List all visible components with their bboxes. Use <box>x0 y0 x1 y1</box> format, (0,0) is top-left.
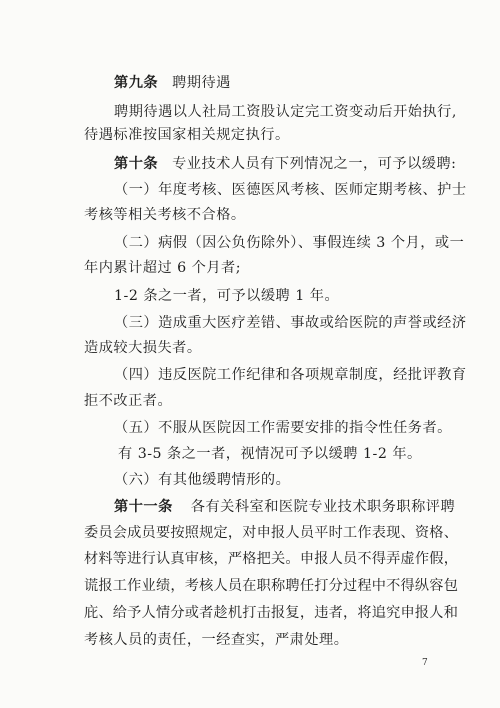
article-10-line-11: 有 3-5 条之一者，视情况可予以缓聘 1-2 年。 <box>118 446 422 462</box>
article-10-line-6: （三）造成重大医疗差错、事故或给医院的声誉或经济 <box>114 315 467 331</box>
article-11-heading: 第十一条 <box>114 499 173 515</box>
article-9-heading: 第九条 <box>114 75 159 91</box>
article-9-title: 聘期待遇 <box>172 75 231 91</box>
article-10-header <box>114 154 456 174</box>
article-10-line-3: （二）病假（因公负伤除外）、事假连续 3 个月，或一 <box>114 235 465 251</box>
article-9-line-2: 待遇标准按国家相关规定执行。 <box>84 127 290 143</box>
article-11-line-5: 考核人员的责任，一经查实，严肃处理。 <box>84 632 349 648</box>
article-10-line-1: （一）年度考核、医德医风考核、医师定期考核、护士 <box>114 182 467 198</box>
article-10-line-12: （六）有其他缓聘情形的。 <box>114 472 291 488</box>
article-11-intro: 各有关科室和医院专业技术职务职称评聘 <box>190 499 456 515</box>
article-10-line-2: 考核等相关考核不合格。 <box>84 207 246 223</box>
article-10-line-4: 年内累计超过 6 个月者; <box>84 260 242 276</box>
article-9-line-1: 聘期待遇以人社局工资股认定完工资变动后开始执行, <box>114 104 457 120</box>
article-10-line-8: （四）违反医院工作纪律和各项规章制度，经批评教育 <box>114 367 467 383</box>
article-11-line-1: 委员会成员要按照规定，对申报人员平时工作表现、资格、 <box>84 525 459 541</box>
article-10-line-5: 1-2 条之一者，可予以缓聘 1 年。 <box>114 288 340 304</box>
article-10-line-10: （五）不服从医院因工作需要安排的指令性任务者。 <box>114 420 452 436</box>
article-9-header <box>114 73 231 93</box>
article-11-line-3: 谎报工作业绩，考核人员在职称聘任打分过程中不得纵容包 <box>84 578 459 594</box>
article-10-line-9: 拒不改正者。 <box>84 393 173 409</box>
article-11-header <box>114 497 455 517</box>
article-11-line-2: 材料等进行认真审核，严格把关。申报人员不得弄虚作假， <box>84 551 459 567</box>
article-10-line-7: 造成较大损失者。 <box>84 340 202 356</box>
article-10-heading: 第十条 <box>114 156 159 172</box>
article-11-line-4: 庇、给予人情分或者趁机打击报复，违者，将追究申报人和 <box>84 605 459 621</box>
article-10-intro: 专业技术人员有下列情况之一，可予以缓聘: <box>172 156 457 172</box>
page-number: 7 <box>422 658 428 668</box>
